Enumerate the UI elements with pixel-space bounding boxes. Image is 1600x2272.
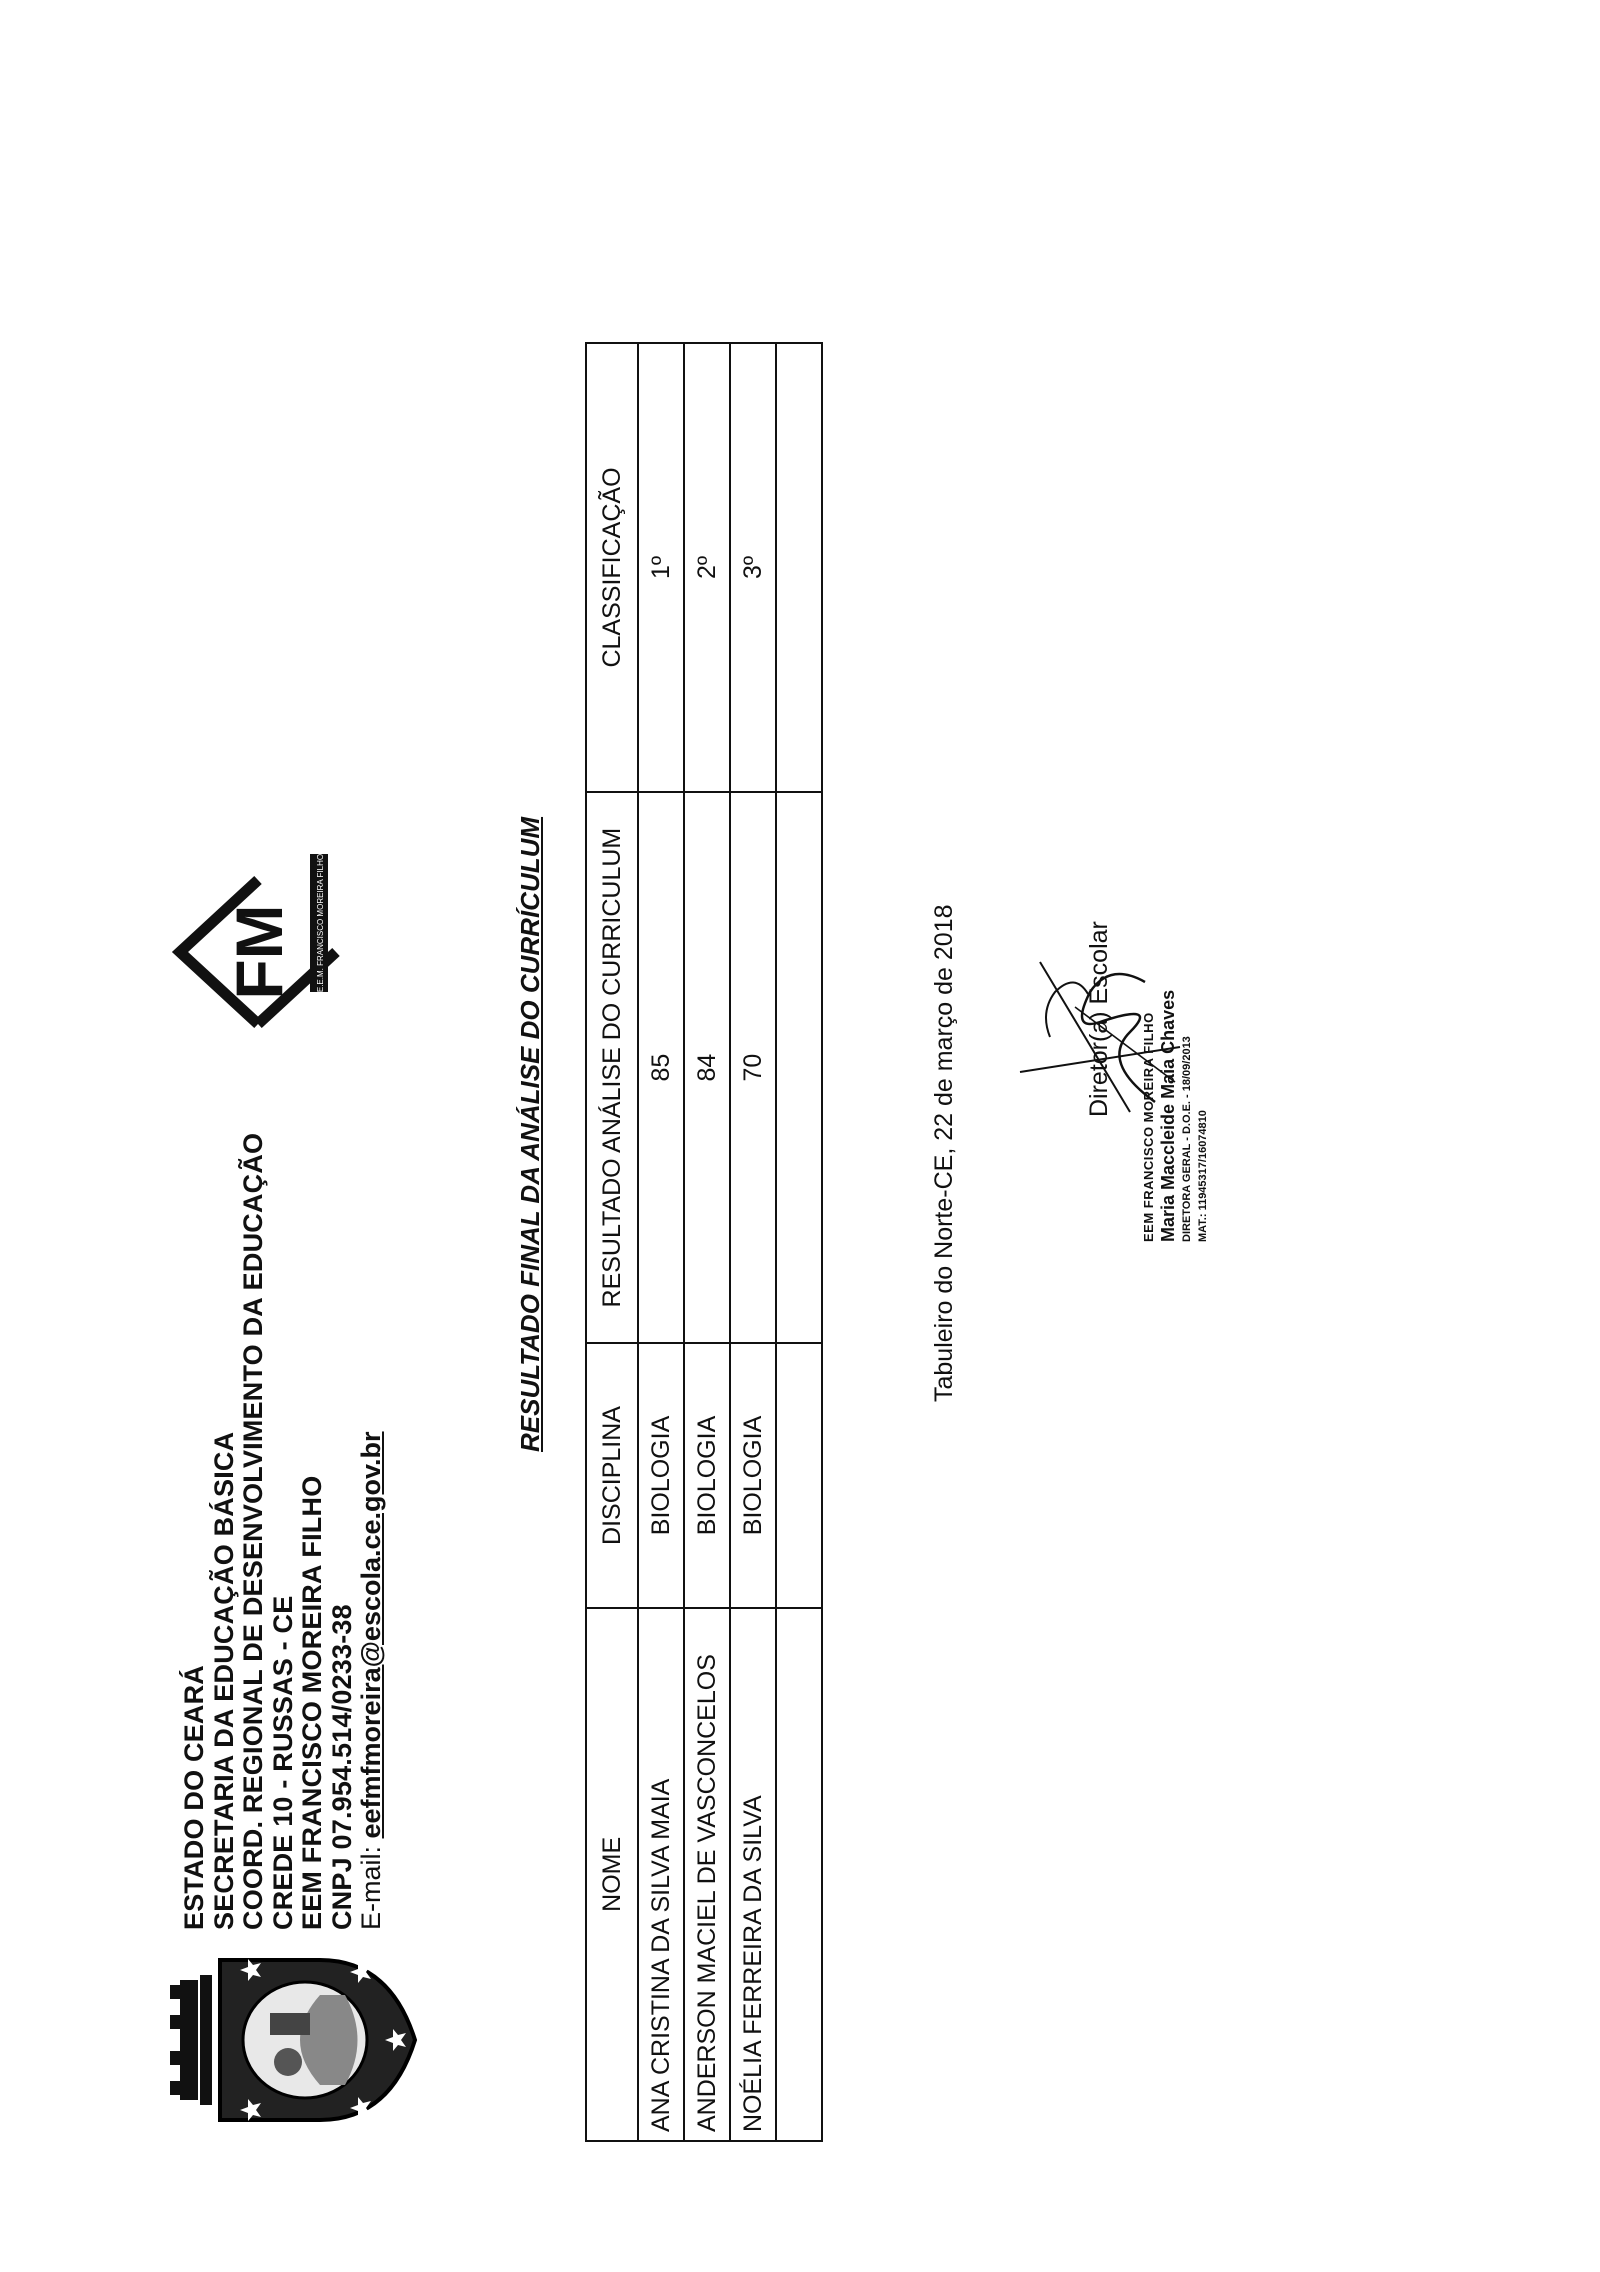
results-table xyxy=(585,342,823,2142)
cell-result: 70 xyxy=(730,792,776,1343)
logo-caption: E.E.M. FRANCISCO MOREIRA FILHO xyxy=(316,853,325,993)
cell-rank: 1º xyxy=(638,343,684,792)
table-header-row xyxy=(586,343,638,2141)
logo-letters: FM xyxy=(222,904,296,1000)
cell-subject: BIOLOGIA xyxy=(730,1343,776,1607)
stamp-director-name: Maria Maccleide Maia Chaves xyxy=(1158,989,1178,1242)
school-name: EEM FRANCISCO MOREIRA FILHO xyxy=(297,1475,327,1930)
cell-empty xyxy=(776,343,822,792)
director-role: Diretor(a) Escolar xyxy=(1085,921,1113,1117)
col-header-name: NOME xyxy=(586,1608,638,2141)
table-row xyxy=(730,343,776,2141)
stamp-school: EEM FRANCISCO MOREIRA FILHO xyxy=(1141,1012,1156,1242)
email-link[interactable]: eefmfmoreira@escola.ce.gov.br xyxy=(356,1431,386,1839)
state-name: ESTADO DO CEARÁ xyxy=(179,1664,209,1930)
table-row xyxy=(638,343,684,2141)
cell-result: 84 xyxy=(684,792,730,1343)
letterhead-text xyxy=(180,1030,387,1930)
table-row xyxy=(684,343,730,2141)
cell-name: ANDERSON MACIEL DE VASCONCELOS xyxy=(684,1608,730,2141)
cell-subject: BIOLOGIA xyxy=(684,1343,730,1607)
cell-subject: BIOLOGIA xyxy=(638,1343,684,1607)
col-header-result: RESULTADO ANÁLISE DO CURRICULUM xyxy=(586,792,638,1343)
document-title: RESULTADO FINAL DA ANÁLISE DO CURRÍCULUM xyxy=(515,816,545,1452)
official-stamp xyxy=(1140,990,1211,1242)
email-label: E-mail: xyxy=(356,1845,386,1930)
stamp-registration: MAT.: 11945317/16074810 xyxy=(1197,1110,1209,1242)
cell-rank: 3º xyxy=(730,343,776,792)
table-row-empty xyxy=(776,343,822,2141)
crede-line: CREDE 10 - RUSSAS - CE xyxy=(267,1595,298,1930)
ceara-coat-of-arms-icon xyxy=(170,1940,420,2140)
secretariat-name: SECRETARIA DA EDUCAÇÃO BÁSICA xyxy=(208,1431,239,1930)
email-row xyxy=(357,1030,387,1930)
cell-empty xyxy=(776,792,822,1343)
cnpj-line: CNPJ 07.954.514/0233-38 xyxy=(326,1604,357,1930)
cell-name: NOÉLIA FERREIRA DA SILVA xyxy=(730,1608,776,2141)
cell-empty xyxy=(776,1608,822,2141)
stamp-position: DIRETORA GERAL - D.O.E. - 18/09/2013 xyxy=(1181,1036,1193,1242)
school-fm-logo-icon xyxy=(170,852,345,1052)
cell-empty xyxy=(776,1343,822,1607)
place-date: Tabuleiro do Norte-CE, 22 de março de 2018 xyxy=(930,904,958,1402)
cell-name: ANA CRISTINA DA SILVA MAIA xyxy=(638,1608,684,2141)
col-header-subject: DISCIPLINA xyxy=(586,1343,638,1607)
cell-rank: 2º xyxy=(684,343,730,792)
regional-coordination: COORD. REGIONAL DE DESENVOLVIMENTO DA EDUCAÇÃO xyxy=(238,1132,268,1930)
col-header-rank: CLASSIFICAÇÃO xyxy=(586,343,638,792)
cell-result: 85 xyxy=(638,792,684,1343)
